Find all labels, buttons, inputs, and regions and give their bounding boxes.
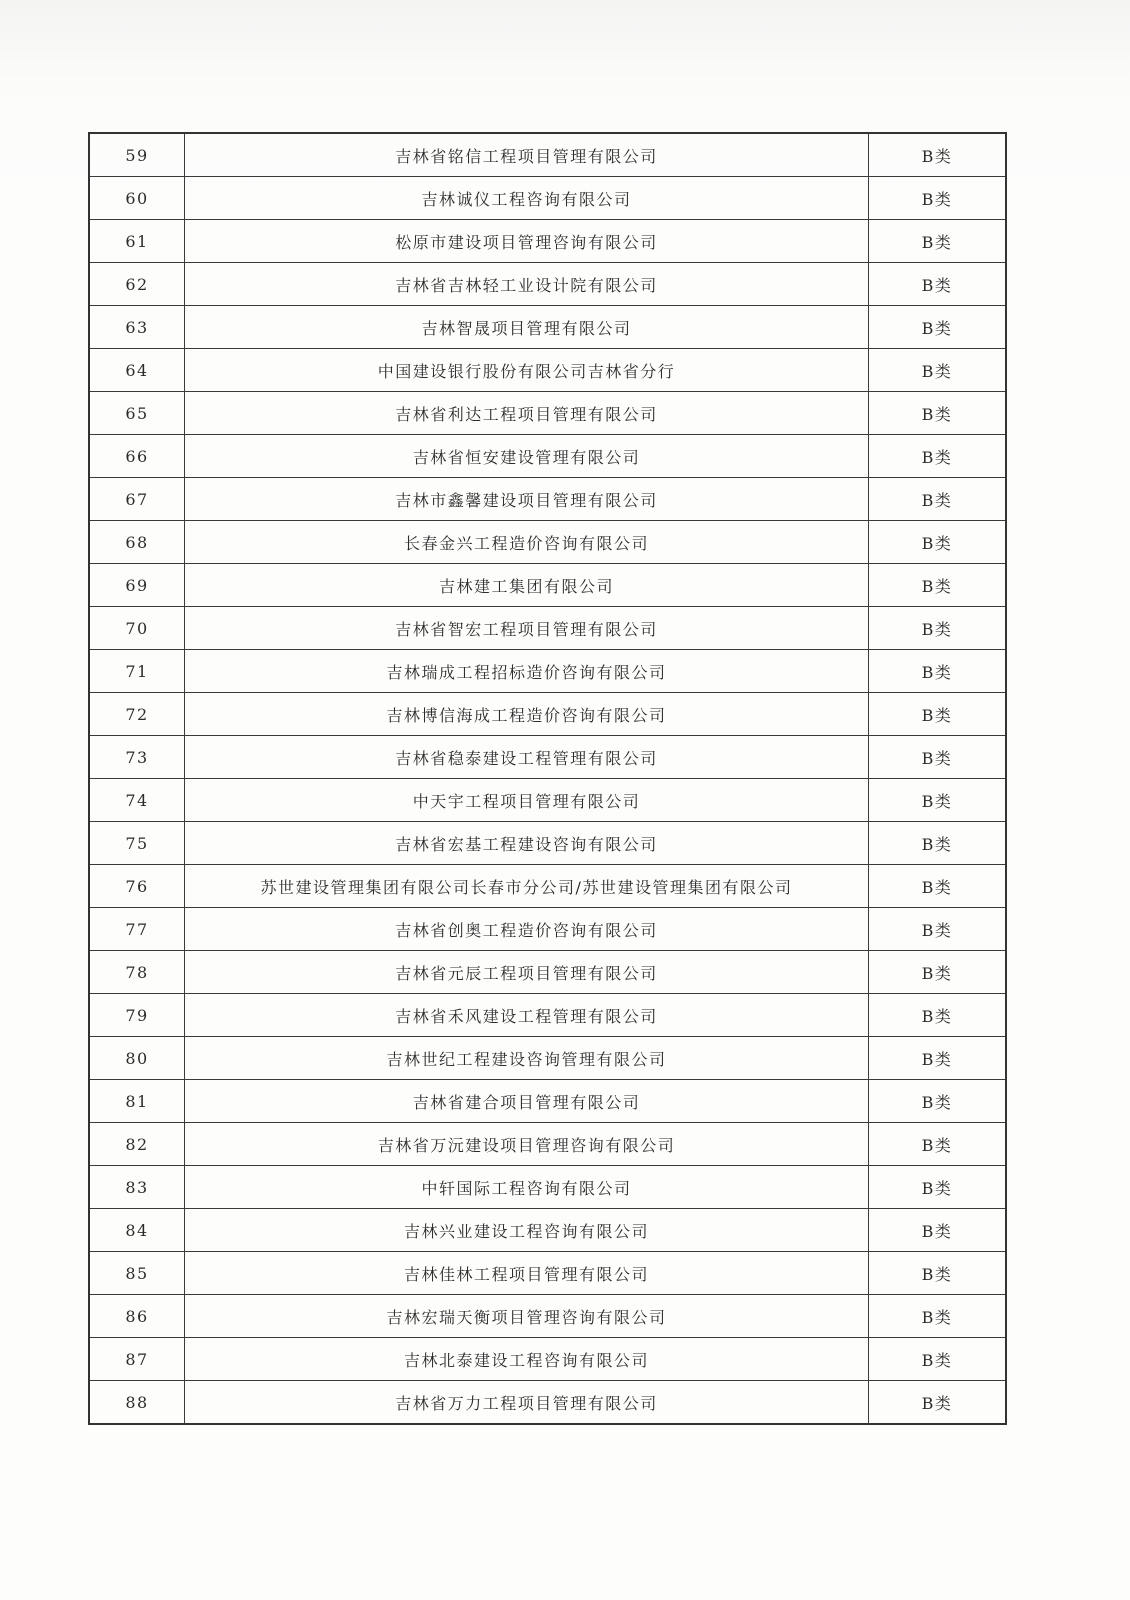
- row-number-cell: 87: [89, 1338, 185, 1381]
- company-table-container: [88, 132, 1003, 1425]
- category-cell: B类: [869, 263, 1007, 306]
- category-cell: B类: [869, 1080, 1007, 1123]
- category-cell: B类: [869, 564, 1007, 607]
- company-name-cell: 吉林省稳泰建设工程管理有限公司: [185, 736, 869, 779]
- row-number-cell: 65: [89, 392, 185, 435]
- category-cell: B类: [869, 994, 1007, 1037]
- company-name-cell: 吉林省吉林轻工业设计院有限公司: [185, 263, 869, 306]
- table-row: [89, 263, 1006, 306]
- category-cell: B类: [869, 1295, 1007, 1338]
- table-row: [89, 1080, 1006, 1123]
- category-cell: B类: [869, 220, 1007, 263]
- company-name-cell: 吉林智晟项目管理有限公司: [185, 306, 869, 349]
- row-number-cell: 69: [89, 564, 185, 607]
- table-row: [89, 435, 1006, 478]
- row-number-cell: 83: [89, 1166, 185, 1209]
- category-cell: B类: [869, 521, 1007, 564]
- category-cell: B类: [869, 177, 1007, 220]
- table-row: [89, 564, 1006, 607]
- category-cell: B类: [869, 435, 1007, 478]
- table-row: [89, 133, 1006, 177]
- table-row: [89, 1209, 1006, 1252]
- category-cell: B类: [869, 865, 1007, 908]
- table-row: [89, 1338, 1006, 1381]
- company-name-cell: 吉林省建合项目管理有限公司: [185, 1080, 869, 1123]
- company-name-cell: 吉林诚仪工程咨询有限公司: [185, 177, 869, 220]
- table-row: [89, 177, 1006, 220]
- company-name-cell: 吉林博信海成工程造价咨询有限公司: [185, 693, 869, 736]
- category-cell: B类: [869, 306, 1007, 349]
- row-number-cell: 73: [89, 736, 185, 779]
- row-number-cell: 74: [89, 779, 185, 822]
- table-row: [89, 1252, 1006, 1295]
- category-cell: B类: [869, 650, 1007, 693]
- company-name-cell: 吉林省智宏工程项目管理有限公司: [185, 607, 869, 650]
- row-number-cell: 63: [89, 306, 185, 349]
- company-name-cell: 中轩国际工程咨询有限公司: [185, 1166, 869, 1209]
- row-number-cell: 68: [89, 521, 185, 564]
- category-cell: B类: [869, 908, 1007, 951]
- row-number-cell: 66: [89, 435, 185, 478]
- table-row: [89, 607, 1006, 650]
- company-name-cell: 中天宇工程项目管理有限公司: [185, 779, 869, 822]
- table-row: [89, 822, 1006, 865]
- category-cell: B类: [869, 736, 1007, 779]
- row-number-cell: 81: [89, 1080, 185, 1123]
- company-name-cell: 吉林佳林工程项目管理有限公司: [185, 1252, 869, 1295]
- category-cell: B类: [869, 1252, 1007, 1295]
- table-row: [89, 1381, 1006, 1425]
- category-cell: B类: [869, 951, 1007, 994]
- row-number-cell: 62: [89, 263, 185, 306]
- row-number-cell: 71: [89, 650, 185, 693]
- table-row: [89, 1123, 1006, 1166]
- table-row: [89, 779, 1006, 822]
- row-number-cell: 79: [89, 994, 185, 1037]
- category-cell: B类: [869, 478, 1007, 521]
- company-name-cell: 吉林省万沅建设项目管理咨询有限公司: [185, 1123, 869, 1166]
- row-number-cell: 78: [89, 951, 185, 994]
- category-cell: B类: [869, 392, 1007, 435]
- company-name-cell: 吉林宏瑞天衡项目管理咨询有限公司: [185, 1295, 869, 1338]
- table-row: [89, 392, 1006, 435]
- company-name-cell: 吉林省利达工程项目管理有限公司: [185, 392, 869, 435]
- table-row: [89, 994, 1006, 1037]
- table-row: [89, 693, 1006, 736]
- category-cell: B类: [869, 1338, 1007, 1381]
- table-row: [89, 349, 1006, 392]
- table-row: [89, 1037, 1006, 1080]
- row-number-cell: 77: [89, 908, 185, 951]
- company-name-cell: 长春金兴工程造价咨询有限公司: [185, 521, 869, 564]
- company-name-cell: 苏世建设管理集团有限公司长春市分公司/苏世建设管理集团有限公司: [185, 865, 869, 908]
- company-name-cell: 吉林兴业建设工程咨询有限公司: [185, 1209, 869, 1252]
- category-cell: B类: [869, 1166, 1007, 1209]
- row-number-cell: 75: [89, 822, 185, 865]
- row-number-cell: 76: [89, 865, 185, 908]
- row-number-cell: 85: [89, 1252, 185, 1295]
- category-cell: B类: [869, 133, 1007, 177]
- row-number-cell: 88: [89, 1381, 185, 1425]
- company-name-cell: 吉林省铭信工程项目管理有限公司: [185, 133, 869, 177]
- table-row: [89, 1166, 1006, 1209]
- company-name-cell: 吉林世纪工程建设咨询管理有限公司: [185, 1037, 869, 1080]
- table-row: [89, 650, 1006, 693]
- category-cell: B类: [869, 693, 1007, 736]
- table-row: [89, 908, 1006, 951]
- table-row: [89, 951, 1006, 994]
- company-name-cell: 吉林省恒安建设管理有限公司: [185, 435, 869, 478]
- row-number-cell: 59: [89, 133, 185, 177]
- table-row: [89, 736, 1006, 779]
- company-classification-table: [88, 132, 1007, 1425]
- row-number-cell: 72: [89, 693, 185, 736]
- table-row: [89, 521, 1006, 564]
- category-cell: B类: [869, 822, 1007, 865]
- company-name-cell: 吉林市鑫馨建设项目管理有限公司: [185, 478, 869, 521]
- category-cell: B类: [869, 1209, 1007, 1252]
- row-number-cell: 70: [89, 607, 185, 650]
- category-cell: B类: [869, 607, 1007, 650]
- company-name-cell: 吉林北泰建设工程咨询有限公司: [185, 1338, 869, 1381]
- company-name-cell: 吉林省宏基工程建设咨询有限公司: [185, 822, 869, 865]
- row-number-cell: 64: [89, 349, 185, 392]
- category-cell: B类: [869, 349, 1007, 392]
- company-name-cell: 中国建设银行股份有限公司吉林省分行: [185, 349, 869, 392]
- company-name-cell: 吉林省万力工程项目管理有限公司: [185, 1381, 869, 1425]
- category-cell: B类: [869, 779, 1007, 822]
- row-number-cell: 61: [89, 220, 185, 263]
- category-cell: B类: [869, 1037, 1007, 1080]
- category-cell: B类: [869, 1123, 1007, 1166]
- company-name-cell: 吉林瑞成工程招标造价咨询有限公司: [185, 650, 869, 693]
- table-row: [89, 478, 1006, 521]
- row-number-cell: 82: [89, 1123, 185, 1166]
- company-name-cell: 吉林省创奥工程造价咨询有限公司: [185, 908, 869, 951]
- table-row: [89, 1295, 1006, 1338]
- category-cell: B类: [869, 1381, 1007, 1425]
- table-row: [89, 306, 1006, 349]
- row-number-cell: 84: [89, 1209, 185, 1252]
- company-name-cell: 吉林省禾风建设工程管理有限公司: [185, 994, 869, 1037]
- table-row: [89, 865, 1006, 908]
- row-number-cell: 60: [89, 177, 185, 220]
- company-name-cell: 吉林省元辰工程项目管理有限公司: [185, 951, 869, 994]
- row-number-cell: 67: [89, 478, 185, 521]
- company-name-cell: 松原市建设项目管理咨询有限公司: [185, 220, 869, 263]
- table-body: [89, 133, 1006, 1424]
- company-name-cell: 吉林建工集团有限公司: [185, 564, 869, 607]
- row-number-cell: 86: [89, 1295, 185, 1338]
- row-number-cell: 80: [89, 1037, 185, 1080]
- table-row: [89, 220, 1006, 263]
